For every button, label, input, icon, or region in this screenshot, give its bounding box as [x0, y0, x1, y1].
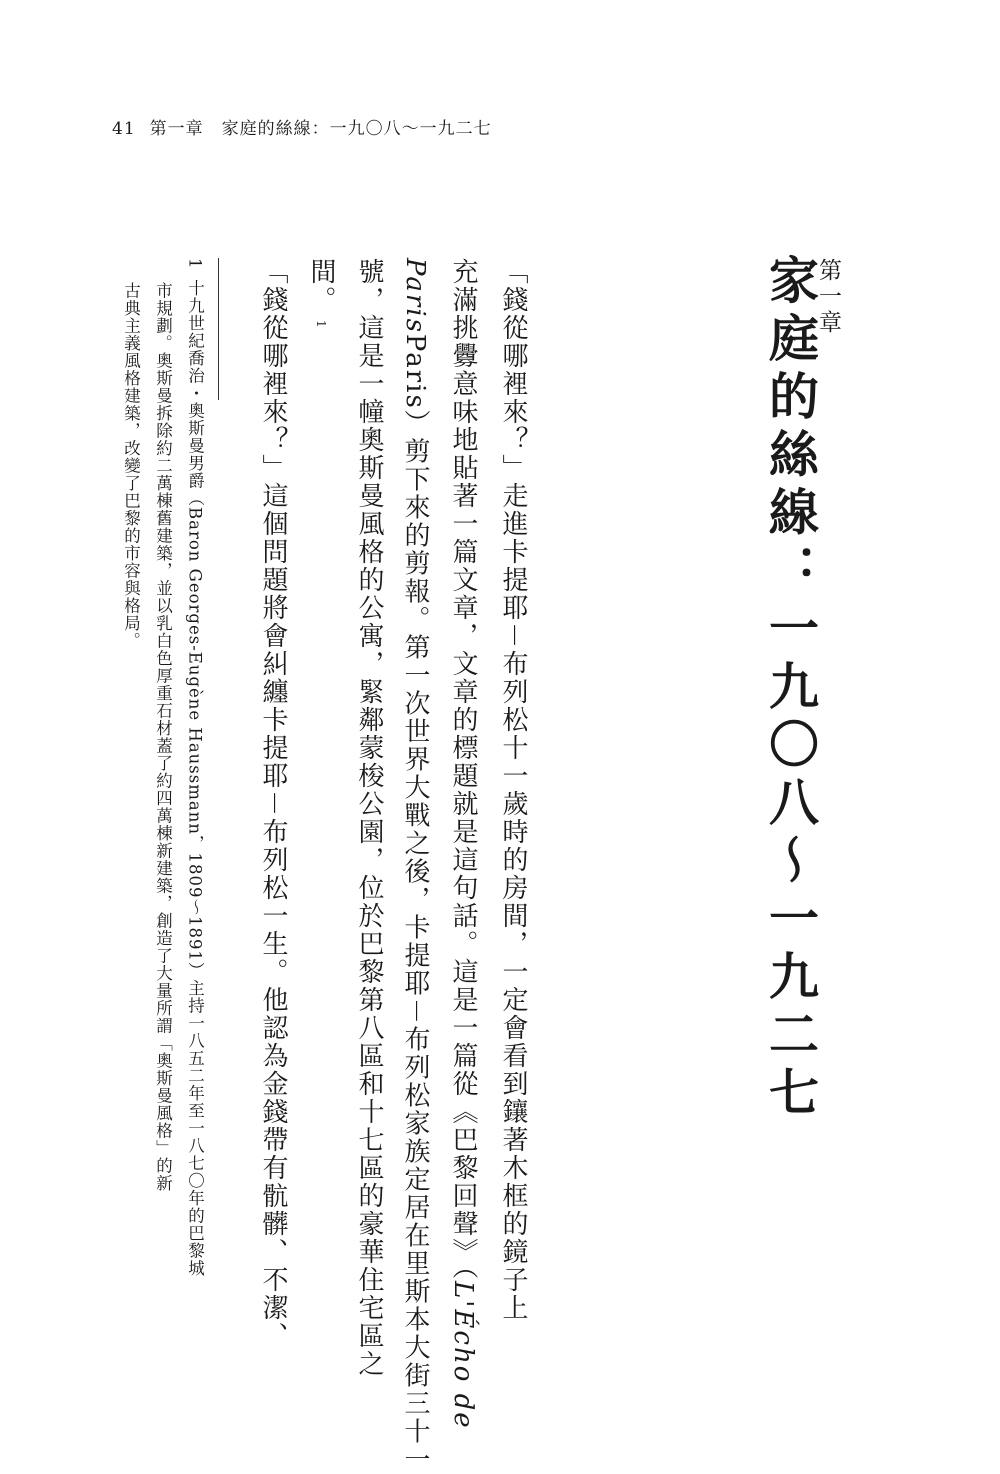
page-number: 41 [112, 119, 136, 139]
footnote-line-1-text: 十九世紀喬治・奧斯曼男爵（Baron Georges-Eugène Haussmann，1809～1891）主持一八五二年至一八七〇年的巴黎城 [185, 279, 205, 1277]
body-line-6: 「錢從哪裡來？」這個問題將會糾纏卡提耶－布列松一生。他認為金錢帶有骯髒、不潔、 [258, 258, 288, 1350]
footnote-ref[interactable]: 1 [314, 320, 328, 330]
footnote-rule [218, 258, 219, 400]
chapter-title: 家庭的絲線：一九〇八～一九二七 [761, 254, 820, 1124]
footnote-number: 1 [185, 258, 205, 270]
body-line-2 [450, 258, 476, 1430]
footnote-line-2: 市規劃。奧斯曼拆除約二萬棟舊建築，並以乳白色厚重石材蓋了約四萬棟新建築，創造了大量所謂「奧斯曼風格」的新 [153, 282, 173, 1192]
latin-title-part-1: L'Écho de [448, 1281, 478, 1430]
body-line-3-text: Paris）剪下來的剪報。第一次世界大戰之後，卡提耶－布列松家族定居在里斯本大街三十一 [400, 333, 430, 1474]
body-line-5-text: 間。 [306, 258, 336, 314]
running-title: 第一章 家庭的絲線：一九〇八～一九二七 [149, 119, 492, 139]
chapter-label: 第一章 [815, 258, 841, 336]
body-line-5 [308, 258, 334, 330]
body-line-1: 「錢從哪裡來？」走進卡提耶－布列松十一歲時的房間，一定會看到鑲著木框的鏡子上 [498, 258, 528, 1322]
body-line-2-text: 充滿挑釁意味地貼著一篇文章，文章的標題就是這句話。這是一篇從《巴黎回聲》（ [448, 258, 478, 1281]
footnote-line-3: 古典主義風格建築，改變了巴黎的市容與格局。 [121, 282, 141, 650]
latin-title-part-2: Paris [400, 258, 430, 334]
body-line-4: 號，這是一幢奧斯曼風格的公寓，緊鄰蒙梭公園，位於巴黎第八區和十七區的豪華住宅區之 [354, 258, 384, 1378]
running-header [112, 114, 492, 139]
body-line-3 [402, 258, 428, 1474]
footnote-line-1 [186, 258, 203, 1277]
